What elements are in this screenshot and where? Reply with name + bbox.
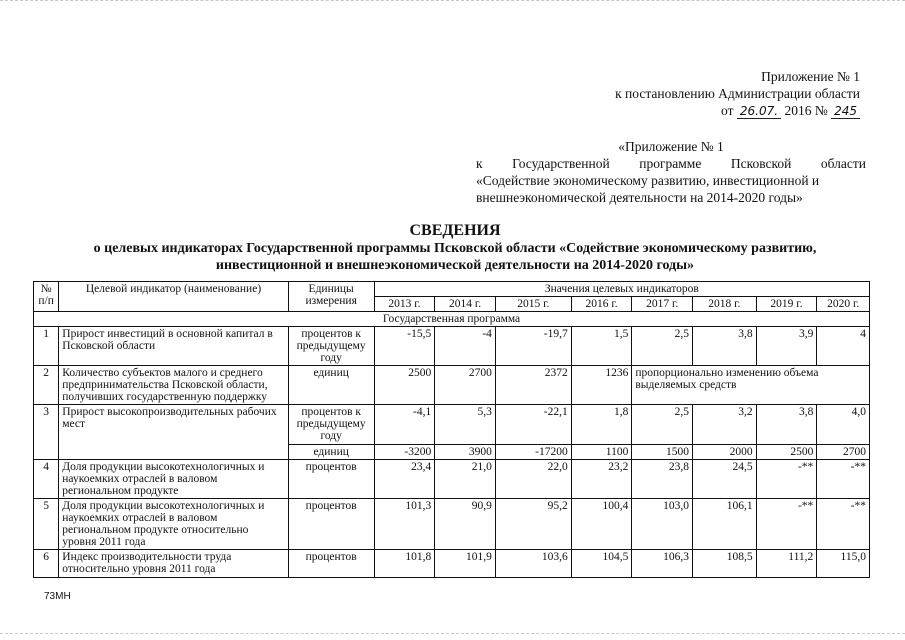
value-cell: 3,8 [693, 327, 757, 366]
indicator-name: Количество субъектов малого и среднего предпринимательства Псковской области, получивших государственную поддержку [59, 366, 288, 405]
col-num-header: № п/п [34, 282, 59, 312]
title-subtitle-line2: инвестиционной и внешнеэкономической деятельности на 2014-2020 годы» [215, 258, 695, 273]
value-cell: 103,6 [495, 550, 571, 578]
line1-word: области [820, 156, 866, 171]
value-cell: -4 [435, 327, 496, 366]
line1-word: к [476, 156, 483, 171]
indicators-table [33, 281, 870, 578]
col-units-header: Единицы измерения [288, 282, 374, 312]
value-cell: 90,9 [435, 499, 496, 550]
original-appendix [476, 138, 866, 206]
date-handwritten: 26.07. [737, 104, 781, 119]
value-cell: 2700 [435, 366, 496, 405]
year-header: 2018 г. [693, 297, 757, 312]
value-cell: 2500 [374, 366, 435, 405]
value-cell: 3900 [435, 445, 496, 460]
value-cell: 108,5 [693, 550, 757, 578]
unit: процентов [288, 460, 374, 499]
col-indicator-header: Целевой индикатор (наименование) [59, 282, 288, 312]
appendix-date-line [560, 102, 860, 120]
title-heading: СВЕДЕНИЯ [409, 222, 501, 239]
unit: единиц [288, 366, 374, 405]
number-label: № [814, 103, 828, 118]
unit: процентов [288, 550, 374, 578]
table-row [34, 550, 870, 578]
value-cell: 21,0 [435, 460, 496, 499]
document-title [30, 221, 880, 274]
year-header: 2016 г. [571, 297, 632, 312]
value-cell: 2,5 [632, 405, 693, 445]
year-header: 2014 г. [435, 297, 496, 312]
value-cell: 2500 [756, 445, 817, 460]
date-prefix: от [721, 103, 734, 118]
value-cell: 100,4 [571, 499, 632, 550]
appendix-header [560, 68, 860, 120]
year-header: 2020 г. [817, 297, 870, 312]
value-cell: 106,1 [693, 499, 757, 550]
value-cell: 4 [817, 327, 870, 366]
indicator-name: Индекс производительности труда относительно уровня 2011 года [59, 550, 288, 578]
original-appendix-line3: внешнеэкономической деятельности на 2014-2020 годы» [476, 190, 803, 205]
value-cell: 2700 [817, 445, 870, 460]
value-cell: 104,5 [571, 550, 632, 578]
section-label: Государственная программа [34, 312, 870, 327]
appendix-title: Приложение № 1 [761, 69, 860, 84]
unit: процентов к предыдущему году [288, 405, 374, 445]
value-cell: -4,1 [374, 405, 435, 445]
value-cell: 101,9 [435, 550, 496, 578]
table-row [34, 460, 870, 499]
table-row [34, 366, 870, 405]
value-cell: -** [817, 499, 870, 550]
scan-edge-bottom [0, 633, 905, 636]
line1-word: Государственной [512, 156, 610, 171]
proportional-note: пропорционально изменению объема выделяемых средств [632, 366, 870, 405]
indicator-name: Доля продукции высокотехнологичных и наукоемких отраслей в валовом региональном продукте относительно уровня 2011 года [59, 499, 288, 550]
value-cell: -15,5 [374, 327, 435, 366]
unit: единиц [288, 445, 374, 460]
value-cell: 1,8 [571, 405, 632, 445]
value-cell: 3,2 [693, 405, 757, 445]
original-appendix-title: «Приложение № 1 [618, 139, 724, 154]
year-header: 2017 г. [632, 297, 693, 312]
row-number: 3 [34, 405, 59, 460]
year: 2016 [784, 103, 812, 118]
value-cell: 101,8 [374, 550, 435, 578]
value-cell: -19,7 [495, 327, 571, 366]
original-appendix-line2: «Содействие экономическому развитию, инвестиционной и [476, 173, 820, 188]
value-cell: 103,0 [632, 499, 693, 550]
value-cell: 1,5 [571, 327, 632, 366]
row-number: 6 [34, 550, 59, 578]
value-cell: 2000 [693, 445, 757, 460]
value-cell: 2372 [495, 366, 571, 405]
value-cell: 95,2 [495, 499, 571, 550]
value-cell: 23,2 [571, 460, 632, 499]
value-cell: 106,3 [632, 550, 693, 578]
row-number: 1 [34, 327, 59, 366]
col-values-header: Значения целевых индикаторов [374, 282, 869, 297]
value-cell: 24,5 [693, 460, 757, 499]
indicator-name: Прирост инвестиций в основной капитал в Псковской области [59, 327, 288, 366]
section-row [34, 312, 870, 327]
value-cell: 23,4 [374, 460, 435, 499]
value-cell: 1500 [632, 445, 693, 460]
title-subtitle-line1: о целевых индикаторах Государственной программы Псковской области «Содействие экономическому развитию, [93, 241, 817, 256]
value-cell: 23,8 [632, 460, 693, 499]
table-row [34, 327, 870, 366]
original-appendix-line1 [476, 155, 866, 172]
value-cell: -** [756, 460, 817, 499]
indicator-name: Прирост высокопроизводительных рабочих мест [59, 405, 288, 460]
scan-edge-top [0, 0, 905, 3]
row-number: 5 [34, 499, 59, 550]
table-row [34, 405, 870, 445]
value-cell: 1236 [571, 366, 632, 405]
number-handwritten: 245 [831, 104, 860, 119]
year-header: 2019 г. [756, 297, 817, 312]
footer-code: 73МН [44, 591, 71, 602]
value-cell: -22,1 [495, 405, 571, 445]
value-cell: -17200 [495, 445, 571, 460]
row-number: 2 [34, 366, 59, 405]
value-cell: 5,3 [435, 405, 496, 445]
value-cell: 111,2 [756, 550, 817, 578]
table-header-row [34, 282, 870, 297]
value-cell: 22,0 [495, 460, 571, 499]
value-cell: -** [756, 499, 817, 550]
row-number: 4 [34, 460, 59, 499]
value-cell: -** [817, 460, 870, 499]
value-cell: 1100 [571, 445, 632, 460]
value-cell: 101,3 [374, 499, 435, 550]
appendix-to: к постановлению Администрации области [615, 86, 860, 101]
line1-word: программе [639, 156, 702, 171]
table-row [34, 499, 870, 550]
value-cell: 4,0 [817, 405, 870, 445]
unit: процентов [288, 499, 374, 550]
line1-word: Псковской [730, 156, 792, 171]
value-cell: 2,5 [632, 327, 693, 366]
unit: процентов к предыдущему году [288, 327, 374, 366]
value-cell: 3,9 [756, 327, 817, 366]
indicator-name: Доля продукции высокотехнологичных и наукоемких отраслей в валовом региональном продукте [59, 460, 288, 499]
value-cell: 115,0 [817, 550, 870, 578]
year-header: 2013 г. [374, 297, 435, 312]
value-cell: 3,8 [756, 405, 817, 445]
value-cell: -3200 [374, 445, 435, 460]
year-header: 2015 г. [495, 297, 571, 312]
